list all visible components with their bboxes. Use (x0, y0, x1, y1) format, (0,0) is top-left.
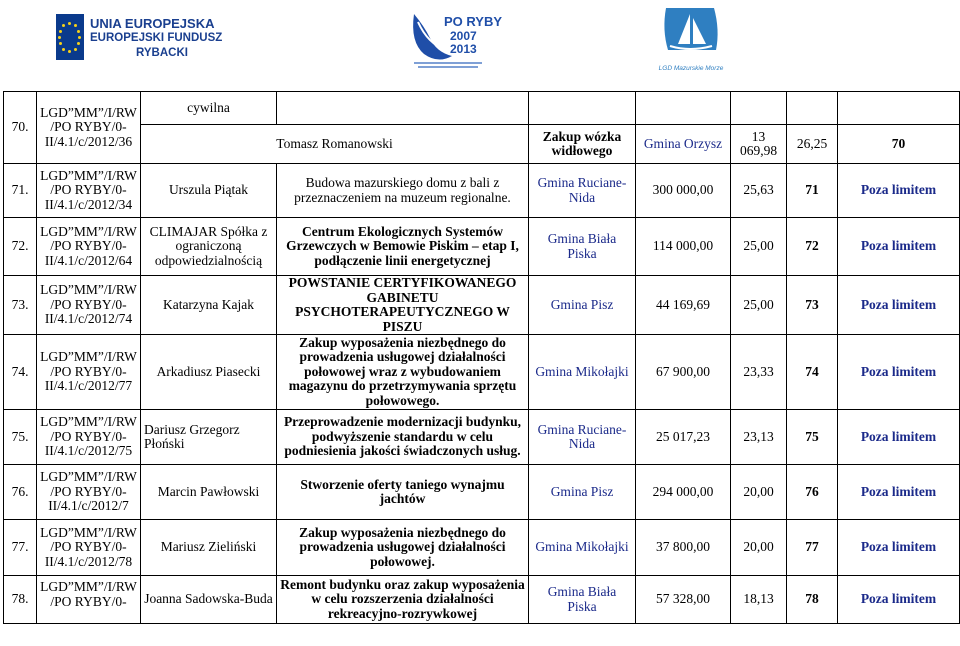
document-header (0, 0, 960, 90)
application-signature: LGD”MM”/I/RW /PO RYBY/0-II/4.1/c/2012/36 (37, 92, 141, 164)
eu-fisheries-fund-logo (56, 8, 223, 66)
points: 26,25 (787, 125, 838, 164)
table-row (4, 164, 960, 218)
table-row (4, 520, 960, 576)
applicant-name: Dariusz Grzegorz Płoński (141, 410, 277, 465)
municipality (529, 92, 636, 125)
eu-flag-icon (56, 14, 84, 60)
amount: 57 328,00 (636, 576, 731, 624)
applicant-name: Marcin Pawłowski (141, 465, 277, 520)
municipality: Gmina Mikołajki (529, 520, 636, 576)
lgd-logo-caption: LGD Mazurskie Morze (658, 65, 724, 72)
project-title: Przeprowadzenie modernizacji budynku, podwyższenie standardu w celu podniesienia jakości świadczonych usług. (277, 410, 529, 465)
application-signature: LGD”MM”/I/RW /PO RYBY/0-II/4.1/c/2012/64 (37, 218, 141, 276)
points: 25,00 (731, 276, 787, 335)
rank: 77 (787, 520, 838, 576)
points: 18,13 (731, 576, 787, 624)
eu-logo-line1: UNIA EUROPEJSKA (90, 16, 215, 31)
applicant-name: Joanna Sadowska-Buda (141, 576, 277, 624)
row-number: 71. (4, 164, 37, 218)
row-number: 70. (4, 92, 37, 164)
municipality: Gmina Mikołajki (529, 335, 636, 410)
rank: 71 (787, 164, 838, 218)
status-badge: Poza limitem (838, 410, 960, 465)
municipality: Gmina Biała Piska (529, 576, 636, 624)
application-signature: LGD”MM”/I/RW /PO RYBY/0-II/4.1/c/2012/7 (37, 465, 141, 520)
points: 20,00 (731, 520, 787, 576)
rank: 75 (787, 410, 838, 465)
amount: 67 900,00 (636, 335, 731, 410)
applicant-name: Arkadiusz Piasecki (141, 335, 277, 410)
applicant-name: Urszula Piątak (141, 164, 277, 218)
po-ryby-brand: PO RYBY (444, 14, 503, 29)
municipality: Gmina Ruciane-Nida (529, 164, 636, 218)
po-ryby-year-start: 2007 (450, 29, 477, 43)
rank: 78 (787, 576, 838, 624)
eu-logo-line2: EUROPEJSKI FUNDUSZ (90, 32, 223, 44)
application-signature: LGD”MM”/I/RW /PO RYBY/0-II/4.1/c/2012/77 (37, 335, 141, 410)
row-number: 74. (4, 335, 37, 410)
project-title: Zakup wyposażenia niezbędnego do prowadzenia usługowej działalności połowowej. (277, 520, 529, 576)
row-number: 73. (4, 276, 37, 335)
eu-logo-text (90, 16, 222, 61)
rank: 73 (787, 276, 838, 335)
applicant-name: CLIMAJAR Spółka z ograniczoną odpowiedzialnością (141, 218, 277, 276)
amount: 25 017,23 (636, 410, 731, 465)
applicant-name: Mariusz Zieliński (141, 520, 277, 576)
table-row (4, 576, 960, 624)
project-title: POWSTANIE CERTYFIKOWANEGO GABINETU PSYCHOTERAPEUTYCZNEGO W PISZU (277, 276, 529, 335)
amount: 13 069,98 (731, 125, 787, 164)
amount: 300 000,00 (636, 164, 731, 218)
eu-logo-line3: RYBACKI (136, 47, 188, 59)
points (731, 92, 787, 125)
status-badge: Poza limitem (838, 218, 960, 276)
municipality: Gmina Orzysz (636, 125, 731, 164)
table-row (4, 335, 960, 410)
applicant-name: Tomasz Romanowski (141, 125, 529, 164)
po-ryby-year-end: 2013 (450, 42, 477, 56)
amount: 44 169,69 (636, 276, 731, 335)
project-title: Zakup wózka widłowego (529, 125, 636, 164)
table-row (4, 465, 960, 520)
applicant-name: cywilna (141, 92, 277, 125)
points: 23,13 (731, 410, 787, 465)
project-title (277, 92, 529, 125)
status-badge: Poza limitem (838, 576, 960, 624)
sailboat-logo-icon (660, 4, 722, 78)
table-row (4, 125, 960, 164)
points: 23,33 (731, 335, 787, 410)
rank: 76 (787, 465, 838, 520)
project-title: Stworzenie oferty taniego wynajmu jachtów (277, 465, 529, 520)
project-title: Remont budynku oraz zakup wyposażenia w celu rozszerzenia działalności rekreacyjno-rozrywkowej (277, 576, 529, 624)
rank (787, 92, 838, 125)
project-title: Centrum Ekologicznych Systemów Grzewczych w Bemowie Piskim – etap I, podłączenie linii energetycznej (277, 218, 529, 276)
municipality: Gmina Pisz (529, 465, 636, 520)
row-number: 75. (4, 410, 37, 465)
po-ryby-logo (408, 8, 503, 72)
table-row (4, 410, 960, 465)
amount: 37 800,00 (636, 520, 731, 576)
application-signature: LGD”MM”/I/RW /PO RYBY/0-II/4.1/c/2012/75 (37, 410, 141, 465)
table-row (4, 218, 960, 276)
municipality: Gmina Biała Piska (529, 218, 636, 276)
status-badge: Poza limitem (838, 164, 960, 218)
amount (636, 92, 731, 125)
row-number: 78. (4, 576, 37, 624)
row-number: 77. (4, 520, 37, 576)
row-number: 72. (4, 218, 37, 276)
municipality: Gmina Pisz (529, 276, 636, 335)
rank: 70 (838, 125, 960, 164)
project-ranking-table (3, 91, 960, 624)
po-ryby-emblem-icon (408, 8, 503, 72)
lgd-mazurskie-morze-logo (660, 4, 722, 78)
amount: 114 000,00 (636, 218, 731, 276)
points: 25,00 (731, 218, 787, 276)
amount: 294 000,00 (636, 465, 731, 520)
status-badge: Poza limitem (838, 520, 960, 576)
application-signature: LGD”MM”/I/RW /PO RYBY/0-II/4.1/c/2012/34 (37, 164, 141, 218)
status-badge: Poza limitem (838, 276, 960, 335)
applicant-name: Katarzyna Kajak (141, 276, 277, 335)
application-signature: LGD”MM”/I/RW /PO RYBY/0- (37, 576, 141, 624)
table-row (4, 92, 960, 125)
points: 25,63 (731, 164, 787, 218)
status-badge: Poza limitem (838, 335, 960, 410)
rank: 74 (787, 335, 838, 410)
project-title: Zakup wyposażenia niezbędnego do prowadzenia usługowej działalności połowowej wraz z wybudowaniem magazynu do przetrzymywania sprzętu połowowego. (277, 335, 529, 410)
table-row (4, 276, 960, 335)
row-number: 76. (4, 465, 37, 520)
rank: 72 (787, 218, 838, 276)
application-signature: LGD”MM”/I/RW /PO RYBY/0-II/4.1/c/2012/74 (37, 276, 141, 335)
project-title: Budowa mazurskiego domu z bali z przeznaczeniem na muzeum regionalne. (277, 164, 529, 218)
status-badge: Poza limitem (838, 465, 960, 520)
application-signature: LGD”MM”/I/RW /PO RYBY/0-II/4.1/c/2012/78 (37, 520, 141, 576)
points: 20,00 (731, 465, 787, 520)
status-badge (838, 92, 960, 125)
municipality: Gmina Ruciane-Nida (529, 410, 636, 465)
